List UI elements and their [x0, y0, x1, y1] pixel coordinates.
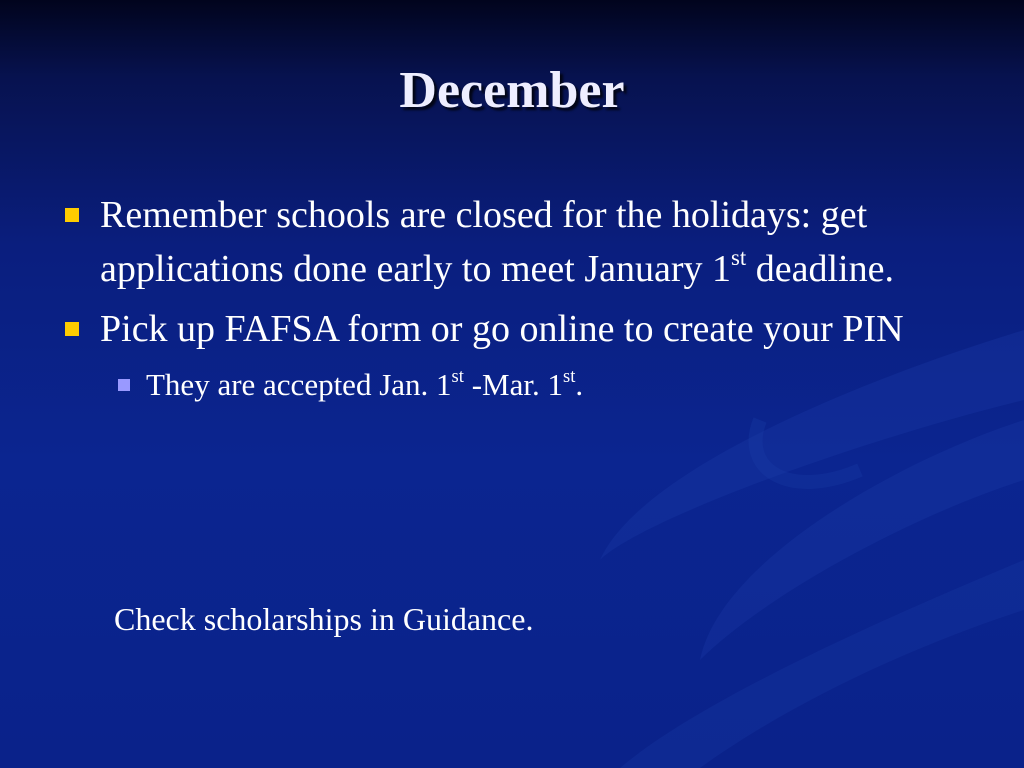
bullet-text: Remember schools are closed for the holidays: get applications done early to meet January 1 — [100, 194, 868, 290]
bullet-item — [62, 302, 982, 356]
sub-bullet-text-end: . — [575, 367, 584, 402]
superscript: st — [451, 365, 464, 387]
superscript: st — [562, 365, 576, 387]
slide-body — [62, 188, 982, 408]
bullet-text-continued: deadline. — [746, 248, 894, 290]
slide-title: December — [399, 62, 625, 119]
sub-bullet-text-continued: -Mar. 1 — [463, 367, 563, 402]
square-sub-bullet-icon — [118, 379, 130, 391]
square-bullet-icon — [65, 208, 79, 222]
sub-bullet-text: They are accepted Jan. 1 — [146, 367, 452, 402]
bullet-text: Pick up FAFSA form or go online to create your PIN — [100, 308, 904, 350]
sub-bullet-item — [116, 362, 982, 408]
superscript: st — [731, 245, 747, 271]
slide-note: Check scholarships in Guidance. — [114, 601, 534, 637]
bullet-item — [62, 188, 982, 296]
square-bullet-icon — [65, 322, 79, 336]
